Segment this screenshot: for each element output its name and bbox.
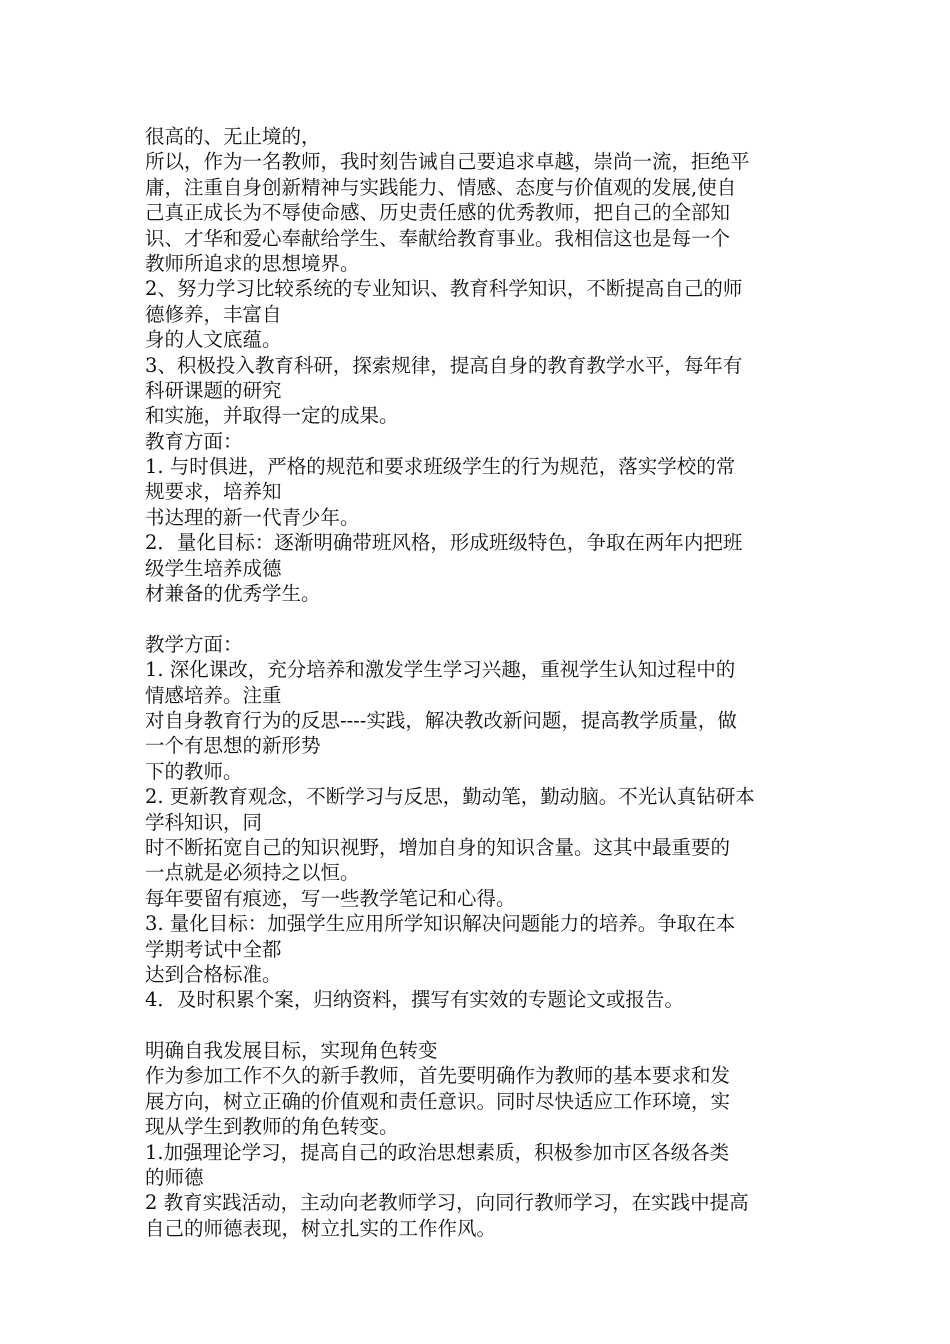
- text-line: 一点就是必须持之以恒。: [145, 861, 360, 885]
- text-line: 级学生培养成德: [145, 556, 282, 580]
- text-line: 2、努力学习比较系统的专业知识、教育科学知识，不断提高自己的师: [145, 277, 743, 301]
- text-line: 教育方面：: [145, 429, 243, 453]
- text-line: 和实施，并取得一定的成果。: [145, 404, 399, 428]
- text-line: 达到合格标准。: [145, 962, 282, 986]
- text-line: 材兼备的优秀学生。: [145, 582, 321, 606]
- text-line: 所以，作为一名教师，我时刻告诫自己要追求卓越，崇尚一流，拒绝平: [145, 150, 750, 174]
- text-line: 现从学生到教师的角色转变。: [145, 1115, 399, 1139]
- text-line: 学科知识，同: [145, 810, 263, 834]
- text-line: 4．及时积累个案，归纳资料，撰写有实效的专题论文或报告。: [145, 988, 684, 1012]
- text-line: 很高的、无止境的，: [145, 125, 321, 148]
- text-line: 时不断拓宽自己的知识视野，增加自身的知识含量。这其中最重要的: [145, 835, 731, 859]
- text-line: 1.加强理论学习，提高自己的政治思想素质，积极参加市区各级各类: [145, 1140, 730, 1164]
- document-body: [145, 124, 810, 1241]
- text-line: 庸，注重自身创新精神与实践能力、情感、态度与价值观的发展,使自: [145, 175, 737, 199]
- text-line: 展方向，树立正确的价值观和责任意识。同时尽快适应工作环境，实: [145, 1089, 731, 1113]
- text-line: 教学方面：: [145, 632, 243, 656]
- text-line: 1. 深化课改，充分培养和激发学生学习兴趣，重视学生认知过程中的: [145, 658, 736, 682]
- text-line: 3、积极投入教育科研，探索规律，提高自身的教育教学水平，每年有: [145, 353, 743, 377]
- text-line: 德修养，丰富自: [145, 302, 282, 326]
- text-line: 下的教师。: [145, 759, 243, 783]
- text-line: 教师所追求的思想境界。: [145, 251, 360, 275]
- text-line: 2．量化目标：逐渐明确带班风格，形成班级特色，争取在两年内把班: [145, 531, 743, 555]
- text-line: 规要求，培养知: [145, 480, 282, 504]
- blank-line: [145, 606, 810, 631]
- text-line: 己真正成长为不辱使命感、历史责任感的优秀教师，把自己的全部知: [145, 201, 731, 225]
- text-line: 学期考试中全都: [145, 937, 282, 961]
- text-line: 明确自我发展目标，实现角色转变: [145, 1039, 438, 1063]
- text-line: 情感培养。注重: [145, 683, 282, 707]
- text-line: 身的人文底蕴。: [145, 328, 282, 352]
- text-line: 科研课题的研究: [145, 378, 282, 402]
- text-line: 作为参加工作不久的新手教师，首先要明确作为教师的基本要求和发: [145, 1064, 731, 1088]
- text-line: 书达理的新一代青少年。: [145, 505, 360, 529]
- text-line: 3. 量化目标：加强学生应用所学知识解决问题能力的培养。争取在本: [145, 912, 736, 936]
- blank-line: [145, 1013, 810, 1038]
- text-line: 每年要留有痕迹，写一些教学笔记和心得。: [145, 886, 516, 910]
- text-line: 2. 更新教育观念，不断学习与反思，勤动笔，勤动脑。不光认真钻研本: [145, 785, 755, 809]
- text-line: 识、才华和爱心奉献给学生、奉献给教育事业。我相信这也是每一个: [145, 226, 731, 250]
- text-line: 一个有思想的新形势: [145, 734, 321, 758]
- text-line: 1. 与时俱进，严格的规范和要求班级学生的行为规范，落实学校的常: [145, 455, 736, 479]
- text-line: 2 教育实践活动，主动向老教师学习，向同行教师学习，在实践中提高: [145, 1191, 749, 1215]
- text-line: 对自身教育行为的反思----实践，解决教改新问题，提高教学质量，做: [145, 708, 737, 732]
- text-line: 的师德: [145, 1166, 204, 1190]
- text-line: 自己的师德表现，树立扎实的工作作风。: [145, 1216, 497, 1240]
